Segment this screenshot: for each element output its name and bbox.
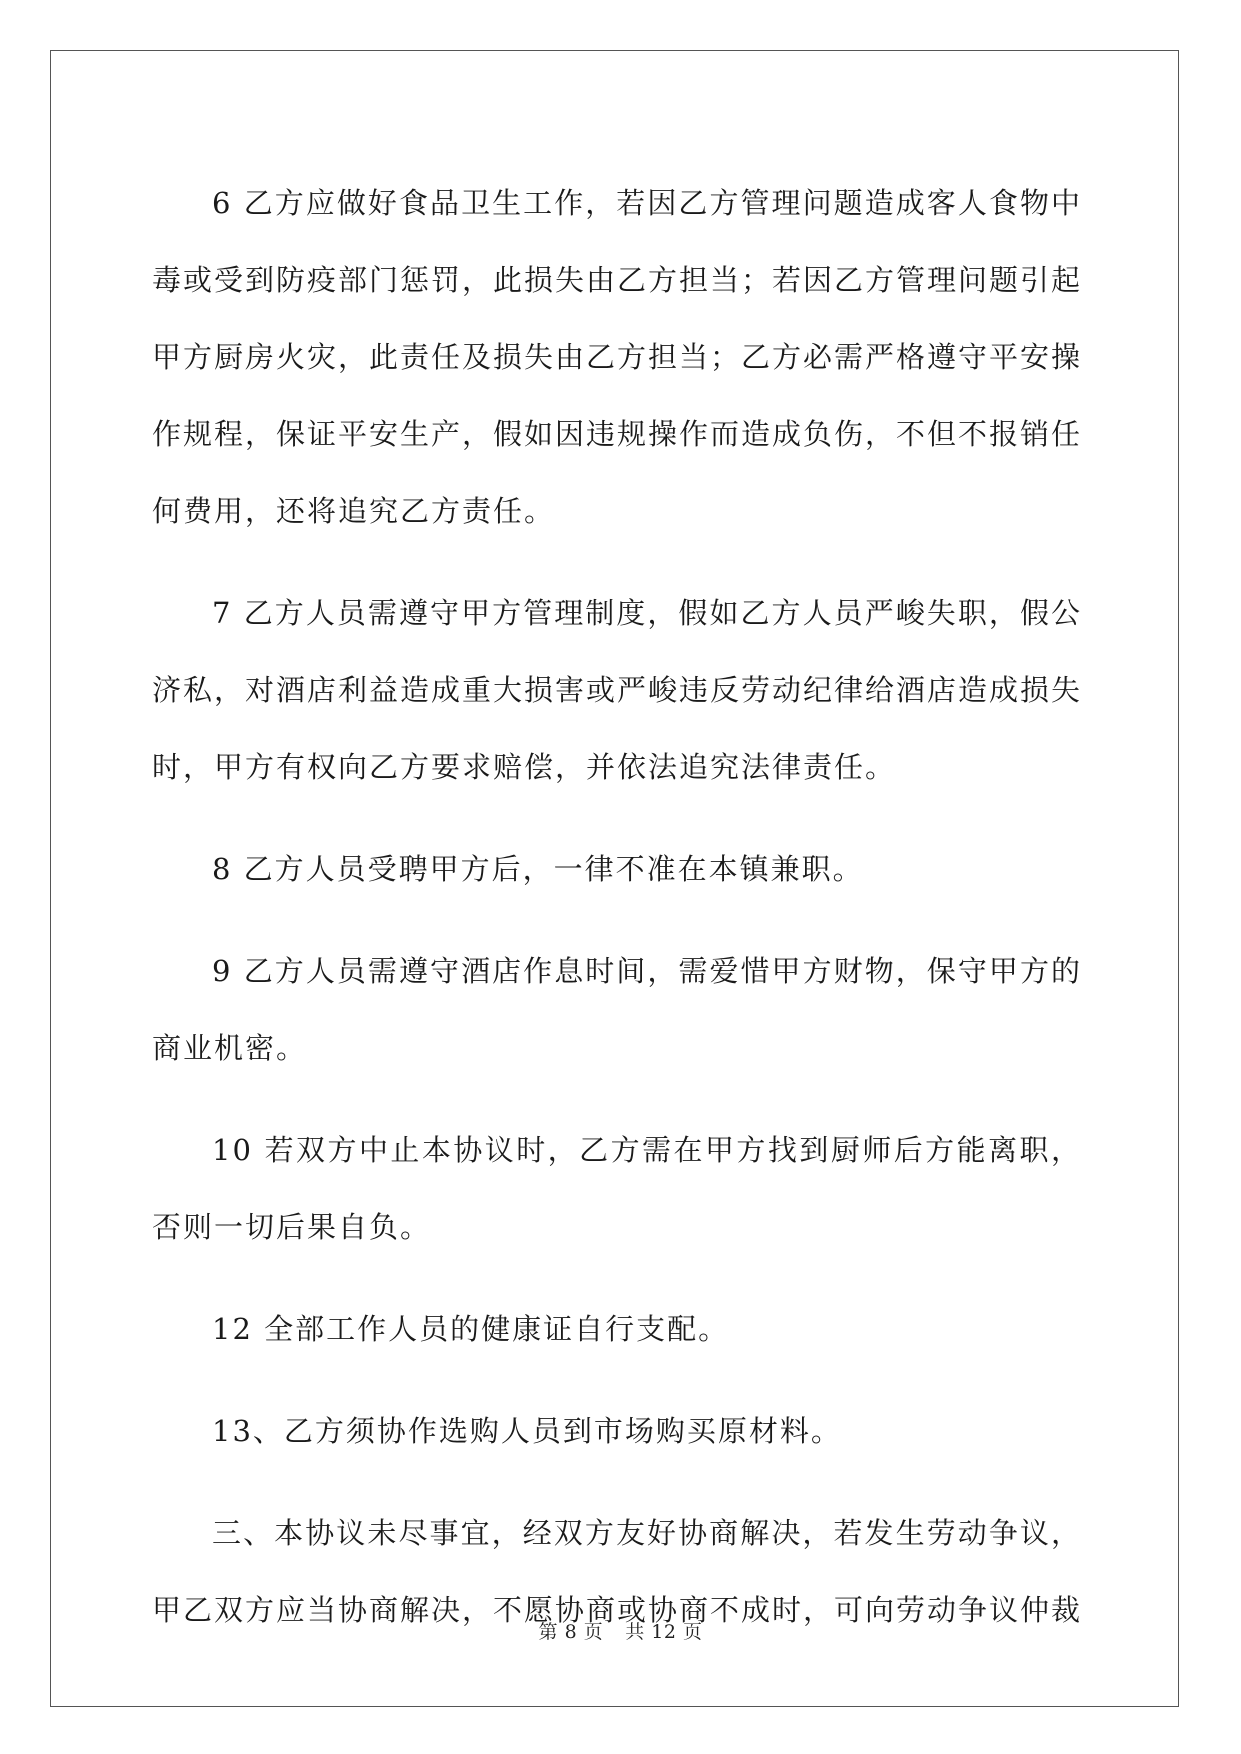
total-pages: 共 12 页 [625, 1621, 703, 1643]
clause-8-paragraph: 8 乙方人员受聘甲方后，一律不准在本镇兼职。 [212, 852, 864, 886]
page-number: 第 8 页 [538, 1621, 604, 1643]
clause-7-paragraph: 7 乙方人员需遵守甲方管理制度，假如乙方人员严峻失职，假公济私，对酒店利益造成重大损害或严峻违反劳动纪律给酒店造成损失时，甲方有权向乙方要求赔偿，并依法追究法律责任。 [152, 596, 1083, 784]
clause-9-paragraph: 9 乙方人员需遵守酒店作息时间，需爱惜甲方财物，保守甲方的商业机密。 [152, 954, 1082, 1065]
clause-10-paragraph: 10 若双方中止本协议时，乙方需在甲方找到厨师后方能离职，否则一切后果自负。 [152, 1133, 1082, 1244]
clause-12-paragraph: 12 全部工作人员的健康证自行支配。 [212, 1312, 730, 1346]
clause-6-paragraph: 6 乙方应做好食品卫生工作，若因乙方管理问题造成客人食物中毒或受到防疫部门惩罚，此损失由乙方担当；若因乙方管理问题引起甲方厨房火灾，此责任及损失由乙方担当；乙方必需严格遵守平安操作规程，保证平安生产，假如因违规操作而造成负伤，不但不报销任何费用，还将追究乙方责任。 [152, 186, 1083, 528]
clause-13-paragraph: 13、乙方须协作选购人员到市场购买原材料。 [212, 1414, 842, 1448]
section-3-paragraph: 三、本协议未尽事宜，经双方友好协商解决，若发生劳动争议，甲乙双方应当协商解决，不愿协商或协商不成时，可向劳动争议仲裁 [152, 1516, 1083, 1627]
page-footer [0, 1617, 1241, 1644]
document-body [152, 165, 1082, 1674]
